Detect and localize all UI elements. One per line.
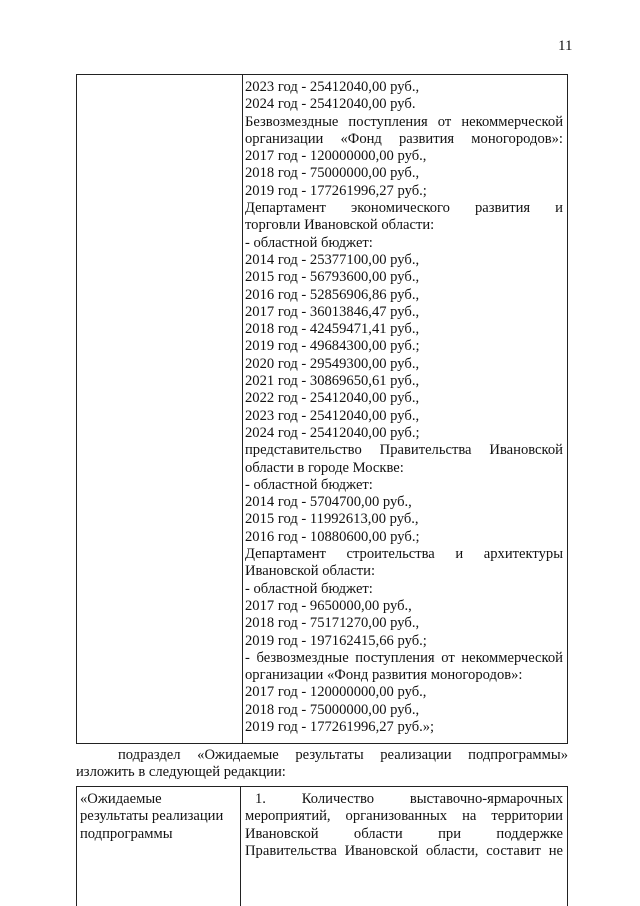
funding-line: 2015 год - 56793600,00 руб., [245, 269, 420, 286]
funding-line: Департамент экономического развития и [245, 200, 563, 217]
funding-line: 2019 год - 49684300,00 руб.; [245, 338, 420, 355]
funding-line: 2019 год - 177261996,27 руб.»; [245, 718, 435, 735]
page-number: 11 [558, 38, 573, 54]
intro-paragraph [76, 747, 568, 781]
funding-line: 2015 год - 11992613,00 руб., [245, 511, 419, 528]
funding-line: - областной бюджет: [245, 476, 373, 493]
funding-line: 2014 год - 5704700,00 руб., [245, 494, 412, 511]
intro-line-2: изложить в следующей редакции: [76, 764, 286, 780]
funding-line: 2017 год - 120000000,00 руб., [245, 684, 427, 701]
label-line: «Ожидаемые [80, 791, 162, 807]
funding-line: 2016 год - 52856906,86 руб., [245, 286, 420, 303]
results-line: Правительства Ивановской области, составит не [245, 842, 563, 859]
funding-table [76, 74, 568, 744]
expected-results-label-cell [80, 791, 236, 843]
funding-line: 2024 год - 25412040,00 руб.; [245, 424, 420, 441]
label-line: результаты реализации [80, 808, 224, 825]
funding-line: Ивановской области: [245, 563, 376, 580]
funding-line: 2017 год - 36013846,47 руб., [245, 303, 420, 320]
funding-line: 2018 год - 75000000,00 руб., [245, 165, 420, 182]
results-line: мероприятий, организованных на территории [245, 808, 563, 825]
funding-line: 2022 год - 25412040,00 руб., [245, 390, 420, 407]
column-divider [242, 75, 243, 743]
results-line: Ивановской области при поддержке [245, 825, 563, 842]
funding-line: 2016 год - 10880600,00 руб.; [245, 528, 420, 545]
results-line: 1. Количество выставочно-ярмарочных [255, 791, 563, 807]
funding-line: 2019 год - 177261996,27 руб.; [245, 182, 427, 199]
funding-line: Безвозмездные поступления от некоммерческой [245, 113, 563, 130]
funding-line: организации «Фонд развития моногородов»: [245, 667, 523, 684]
funding-line: 2021 год - 30869650,61 руб., [245, 373, 420, 390]
funding-line: 2023 год - 25412040,00 руб., [245, 79, 420, 95]
funding-line: - областной бюджет: [245, 580, 373, 597]
funding-line: 2019 год - 197162415,66 руб.; [245, 632, 427, 649]
funding-line: представительство Правительства Ивановской [245, 442, 563, 459]
funding-line: 2017 год - 120000000,00 руб., [245, 148, 427, 165]
funding-line: торговли Ивановской области: [245, 217, 435, 234]
funding-line: 2017 год - 9650000,00 руб., [245, 597, 412, 614]
funding-line: - безвозмездные поступления от некоммерческой [245, 649, 563, 666]
funding-line: - областной бюджет: [245, 234, 373, 251]
funding-line: 2024 год - 25412040,00 руб. [245, 96, 416, 113]
funding-line: 2018 год - 42459471,41 руб., [245, 321, 420, 338]
funding-line: Департамент строительства и архитектуры [245, 546, 563, 563]
funding-line: 2023 год - 25412040,00 руб., [245, 407, 420, 424]
expected-results-text-cell [245, 791, 563, 860]
funding-line: организации «Фонд развития моногородов»: [245, 130, 563, 147]
funding-line: 2018 год - 75171270,00 руб., [245, 615, 420, 632]
column-divider [240, 787, 241, 906]
funding-line: области в городе Москве: [245, 459, 404, 476]
funding-line: 2020 год - 29549300,00 руб., [245, 355, 420, 372]
funding-line: 2018 год - 75000000,00 руб., [245, 701, 420, 718]
funding-line: 2014 год - 25377100,00 руб., [245, 251, 420, 268]
funding-details-cell [245, 79, 563, 736]
expected-results-table [76, 786, 568, 906]
intro-line-1: подраздел «Ожидаемые результаты реализации подпрограммы» [118, 747, 568, 763]
label-line: подпрограммы [80, 825, 173, 842]
